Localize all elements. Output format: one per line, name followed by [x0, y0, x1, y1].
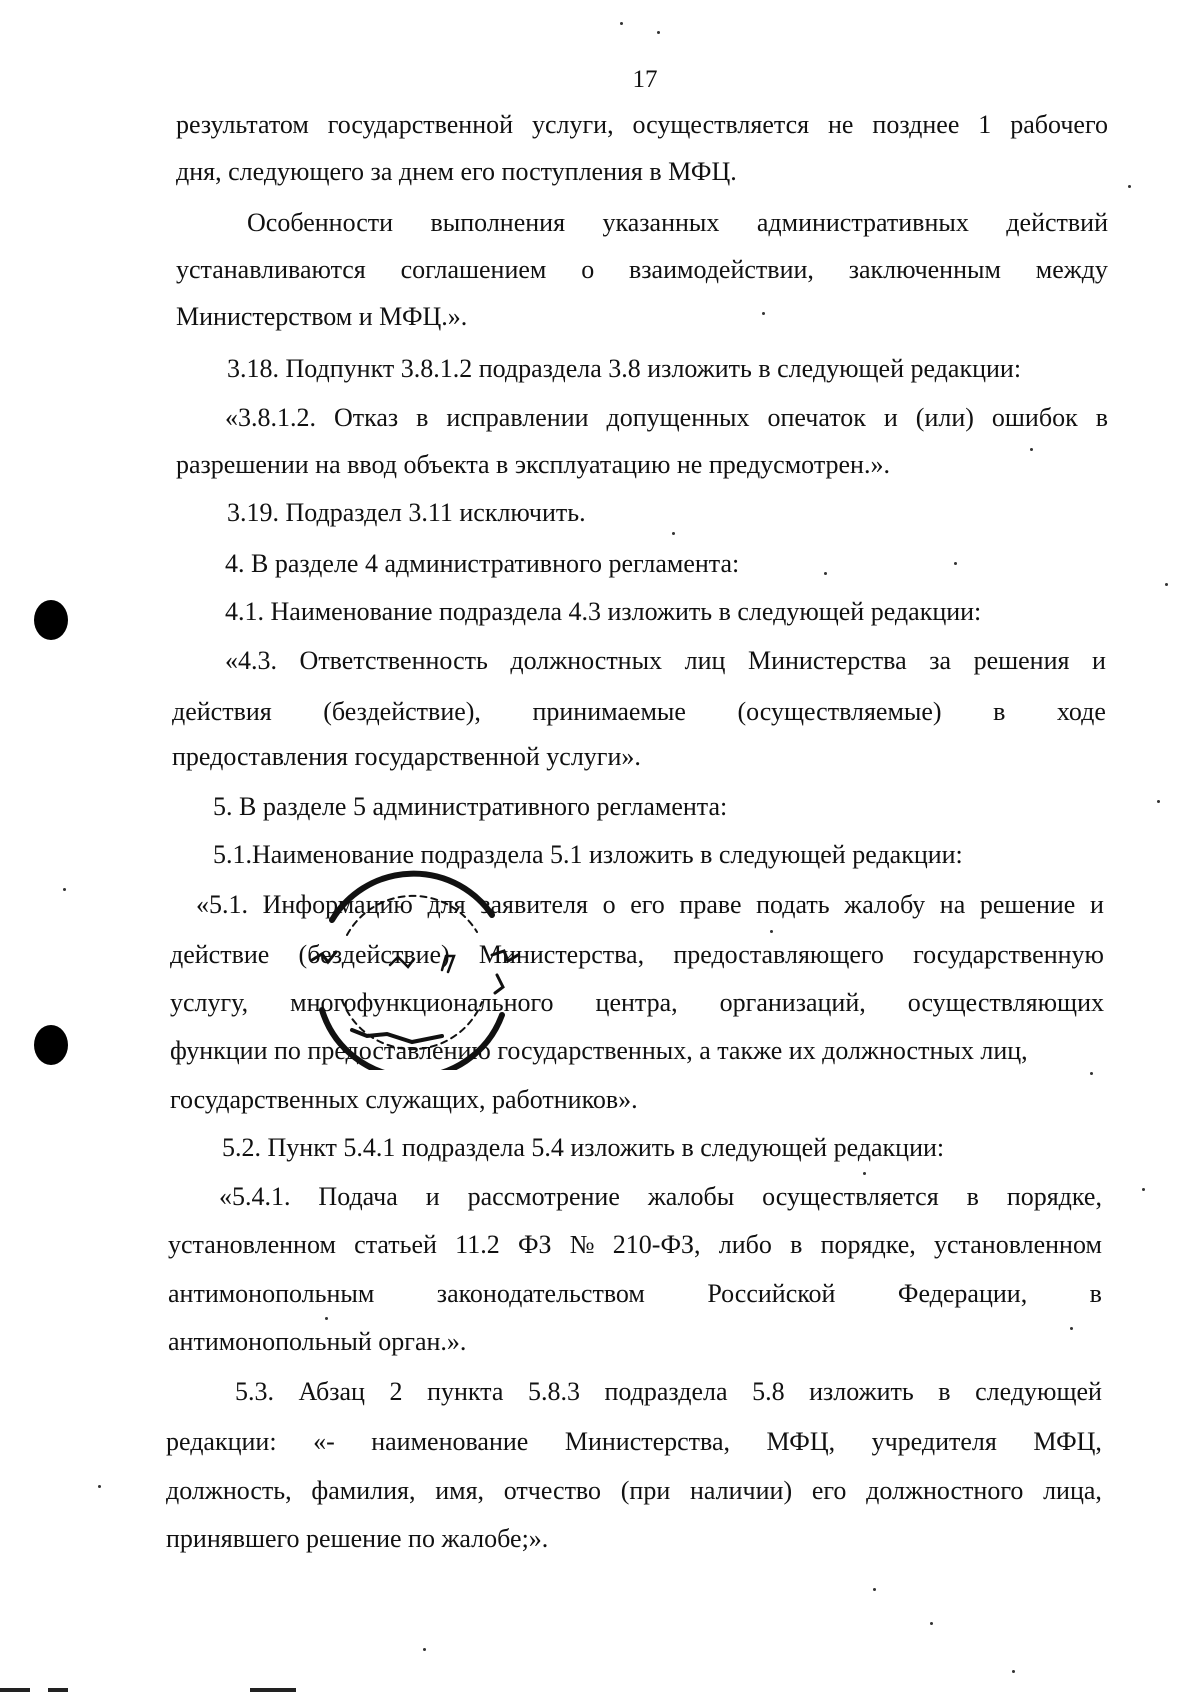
text-line: дня, следующего за днем его поступления в МФЦ.	[176, 157, 737, 186]
text-line: редакции: «- наименование Министерства, МФЦ, учредителя МФЦ,	[166, 1427, 1102, 1456]
text-line: 5.3. Абзац 2 пункта 5.8.3 подраздела 5.8 изложить в следующей	[235, 1377, 1102, 1406]
punch-hole	[34, 600, 68, 640]
text-line: 5.1.Наименование подраздела 5.1 изложить в следующей редакции:	[213, 840, 963, 869]
text-line: Министерством и МФЦ.».	[176, 302, 468, 331]
text-line: принявшего решение по жалобе;».	[166, 1524, 549, 1553]
text-line: 3.18. Подпункт 3.8.1.2 подраздела 3.8 изложить в следующей редакции:	[227, 354, 1022, 383]
text-line: 3.19. Подраздел 3.11 исключить.	[227, 498, 586, 527]
punch-hole	[34, 1025, 68, 1065]
text-line: функции по предоставлению государственных, а также их должностных лиц,	[170, 1036, 1028, 1065]
text-line: 5. В разделе 5 административного регламента:	[213, 792, 728, 821]
text-line: «5.4.1. Подача и рассмотрение жалобы осуществляется в порядке,	[219, 1182, 1102, 1211]
text-line: разрешении на ввод объекта в эксплуатацию не предусмотрен.».	[176, 450, 890, 479]
text-line: «3.8.1.2. Отказ в исправлении допущенных опечаток и (или) ошибок в	[225, 403, 1108, 432]
text-line: «4.3. Ответственность должностных лиц Министерства за решения и	[225, 646, 1106, 675]
text-line: 5.2. Пункт 5.4.1 подраздела 5.4 изложить в следующей редакции:	[222, 1133, 945, 1162]
text-line: действие (бездействие) Министерства, предоставляющего государственную	[170, 940, 1104, 969]
text-line: установленном статьей 11.2 ФЗ № 210-ФЗ, либо в порядке, установленном	[168, 1230, 1102, 1259]
text-line: 4. В разделе 4 административного регламента:	[225, 549, 740, 578]
text-line: антимонопольным законодательством Российской Федерации, в	[168, 1279, 1102, 1308]
text-line: Особенности выполнения указанных административных действий	[247, 208, 1108, 237]
text-line: антимонопольный орган.».	[168, 1327, 467, 1356]
text-line: 4.1. Наименование подраздела 4.3 изложить в следующей редакции:	[225, 597, 982, 626]
text-line: предоставления государственной услуги».	[172, 742, 641, 771]
text-line: результатом государственной услуги, осуществляется не позднее 1 рабочего	[176, 110, 1108, 139]
text-line: услугу, многофункционального центра, организаций, осуществляющих	[170, 988, 1104, 1017]
text-line: должность, фамилия, имя, отчество (при наличии) его должностного лица,	[166, 1476, 1102, 1505]
text-line: «5.1. Информацию для заявителя о его праве подать жалобу на решение и	[196, 890, 1104, 919]
page-number: 17	[632, 66, 658, 93]
text-line: государственных служащих, работников».	[170, 1085, 638, 1114]
scan-edge-marks	[0, 1684, 1200, 1694]
text-line: устанавливаются соглашением о взаимодействии, заключенным между	[176, 255, 1108, 284]
text-line: действия (бездействие), принимаемые (осуществляемые) в ходе	[172, 697, 1106, 726]
